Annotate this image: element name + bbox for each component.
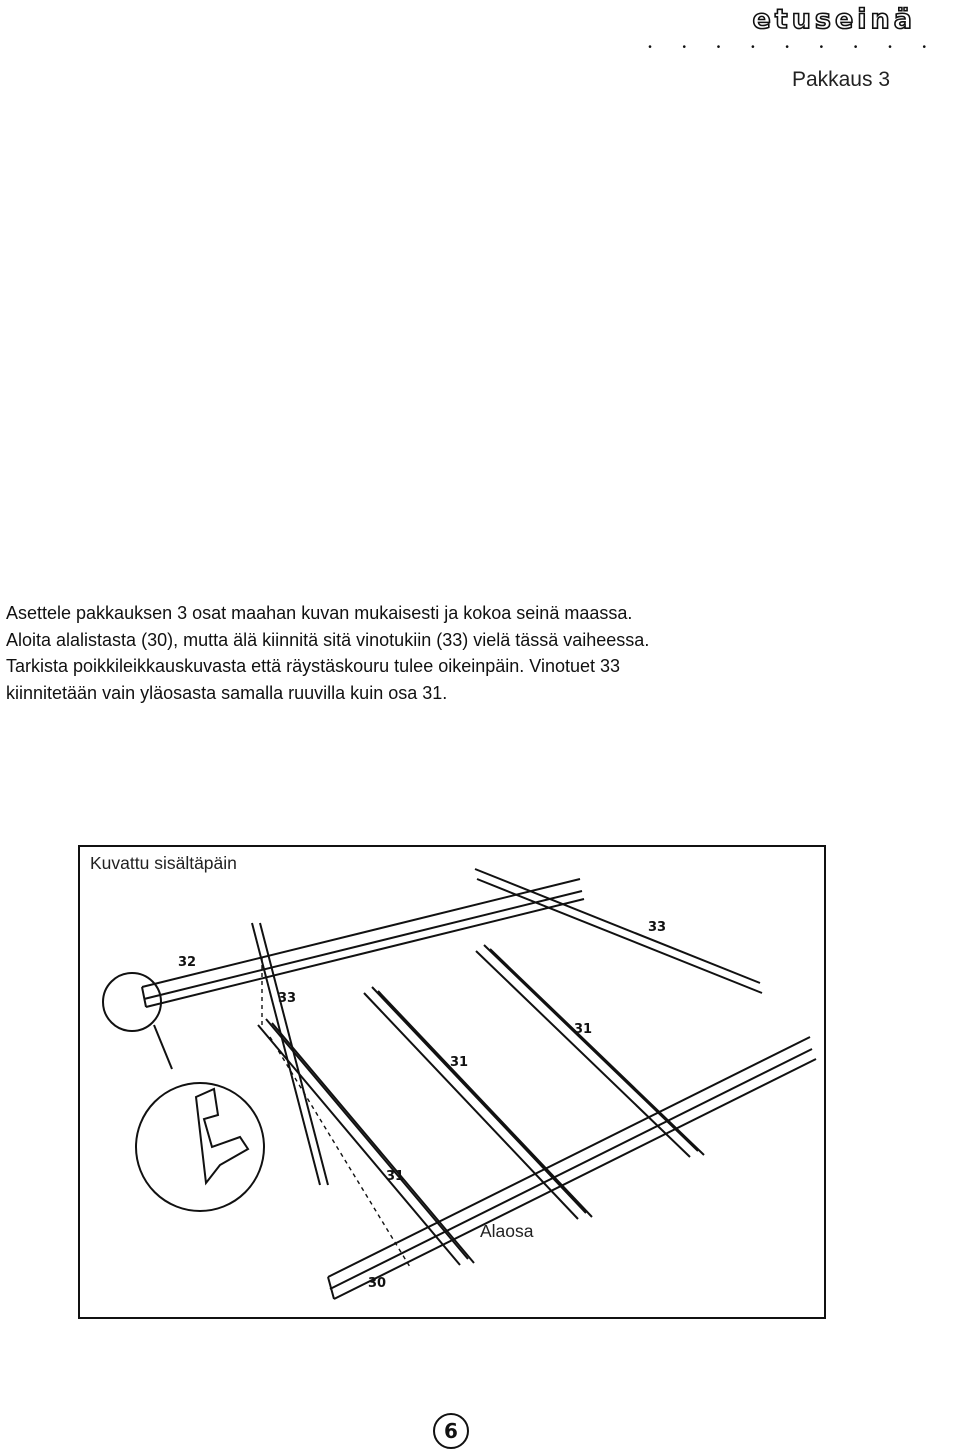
- instruction-line: Asettele pakkauksen 3 osat maahan kuvan mukaisesti ja kokoa seinä maassa.: [6, 603, 633, 623]
- profile-detail: [196, 1089, 248, 1183]
- detail-circle-large: [136, 1083, 264, 1211]
- bottom-label: Alaosa: [480, 1221, 534, 1241]
- top-rail-32: [142, 879, 584, 1007]
- instruction-line: kiinnitetään vain yläosasta samalla ruuvilla kuin osa 31.: [6, 683, 448, 704]
- decorative-dots: • • • • • • • • •: [648, 42, 940, 53]
- part-label-33-left: 33: [278, 991, 297, 1006]
- part-label-30: 30: [368, 1276, 387, 1291]
- part-label-33-right: 33: [648, 920, 667, 935]
- package-label: Pakkaus 3: [791, 68, 890, 91]
- instructions: [6, 600, 946, 707]
- page-number: 6: [433, 1413, 469, 1449]
- detail-circle-small: [103, 973, 161, 1031]
- part-label-31: 31: [574, 1022, 593, 1037]
- assembly-drawing: [80, 847, 824, 1317]
- part-label-31: 31: [386, 1169, 405, 1184]
- assembly-figure: [78, 845, 826, 1319]
- part-label-32: 32: [178, 955, 197, 970]
- figure-caption: Kuvattu sisältäpäin: [90, 853, 237, 873]
- part-label-31: 31: [450, 1055, 469, 1070]
- bottom-rail-30: [328, 1037, 816, 1299]
- stud-31-right: [476, 945, 704, 1157]
- instruction-line: Tarkista poikkileikkauskuvasta että räystäskouru tulee oikeinpäin. Vinotuet 33: [6, 656, 621, 677]
- section-title: etuseinä: [752, 4, 916, 35]
- instruction-line: Aloita alalistasta (30), mutta älä kiinnitä sitä vinotukiin (33) vielä tässä vaiheessa.: [6, 629, 650, 650]
- stud-31-middle: [364, 987, 592, 1219]
- stud-31-left: [258, 1019, 474, 1265]
- diagonal-brace-33-right: [475, 869, 762, 993]
